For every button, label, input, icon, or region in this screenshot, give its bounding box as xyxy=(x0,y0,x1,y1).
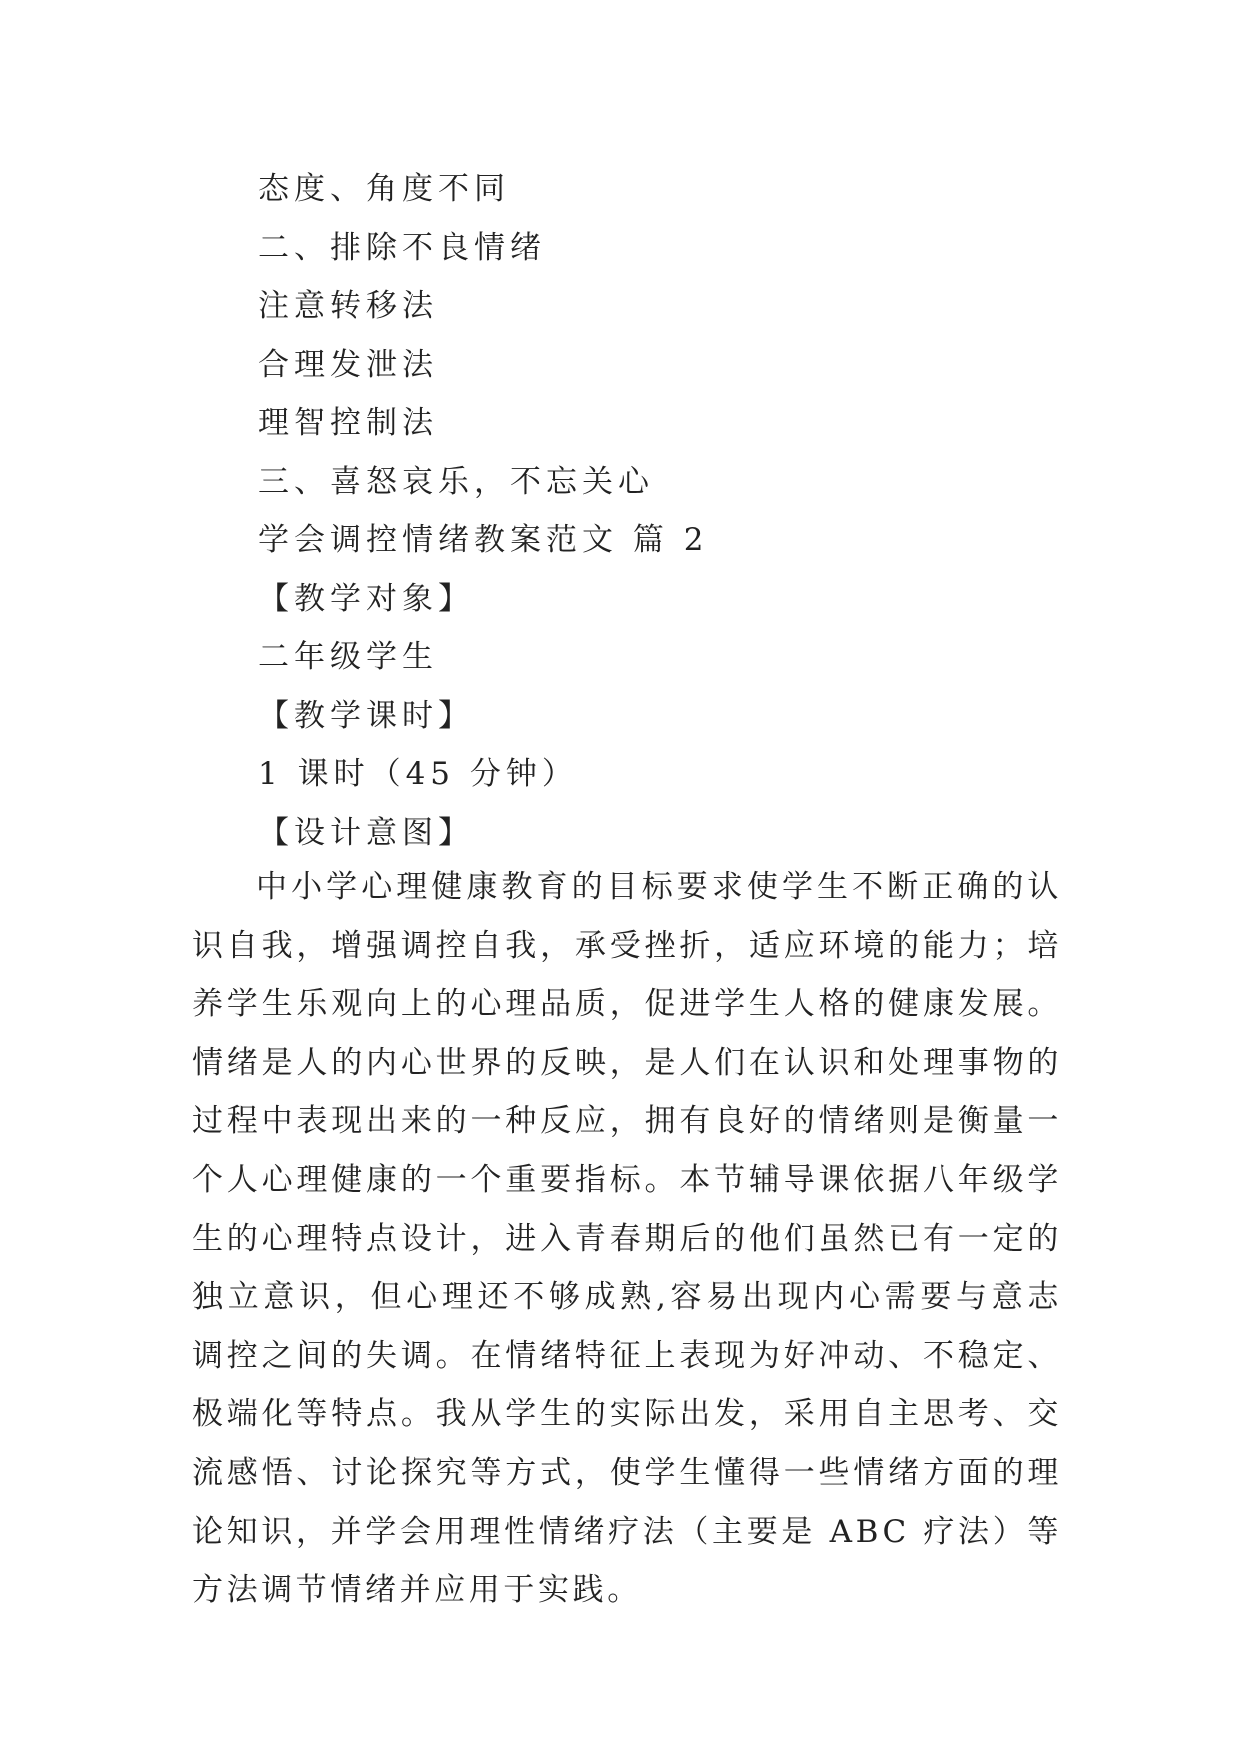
text-line-rational-control: 理智控制法 xyxy=(258,405,438,441)
section-heading-eliminate: 二、排除不良情绪 xyxy=(258,229,546,266)
section-heading-care: 三、喜怒哀乐，不忘关心 xyxy=(258,463,654,500)
value-class-hours: 1 课时（45 分钟） xyxy=(258,756,578,792)
label-teaching-object: 【教学对象】 xyxy=(258,580,474,617)
text-line-venting: 合理发泄法 xyxy=(258,346,438,383)
label-class-hours: 【教学课时】 xyxy=(258,697,474,734)
text-line-attitude: 态度、角度不同 xyxy=(258,171,510,207)
heading-lines xyxy=(258,160,1058,862)
label-design-intent: 【设计意图】 xyxy=(258,814,474,851)
article-title: 学会调控情绪教案范文 篇 2 xyxy=(258,522,709,558)
design-intent-paragraph: 中小学心理健康教育的目标要求使学生不断正确的认识自我，增强调控自我，承受挫折，适应环境的能力；培养学生乐观向上的心理品质，促进学生人格的健康发展。情绪是人的内心世界的反映，是人们在认识和处理事物的过程中表现出来的一种反应，拥有良好的情绪则是衡量一个人心理健康的一个重要指标。本节辅导课依据八年级学生的心理特点设计，进入青春期后的他们虽然已有一定的独立意识，但心理还不够成熟,容易出现内心需要与意志调控之间的失调。在情绪特征上表现为好冲动、不稳定、极端化等特点。我从学生的实际出发，采用自主思考、交流感悟、讨论探究等方式，使学生懂得一些情绪方面的理论知识，并学会用理性情绪疗法（主要是 ABC 疗法）等方法调节情绪并应用于实践。 xyxy=(192,869,1062,1609)
value-teaching-object: 二年级学生 xyxy=(258,639,438,675)
text-line-attention-shift: 注意转移法 xyxy=(258,288,438,324)
